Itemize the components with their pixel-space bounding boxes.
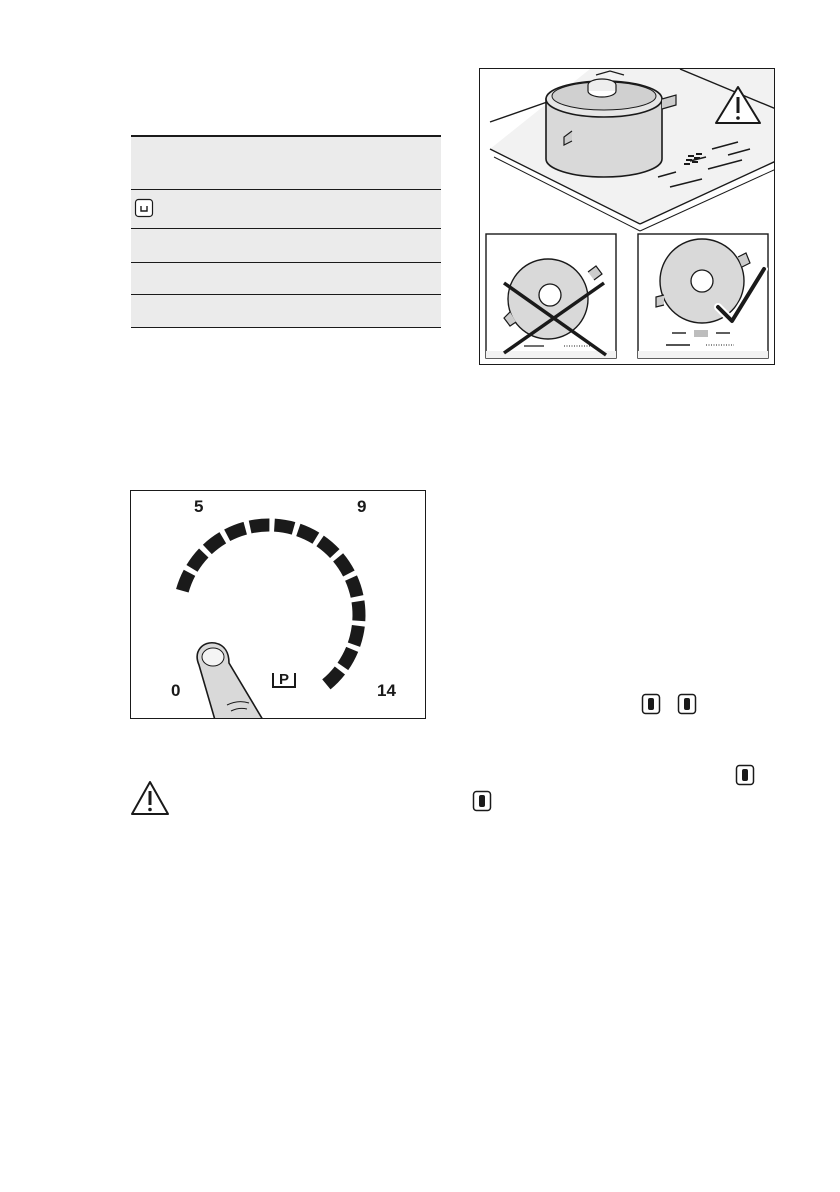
table-row [131, 189, 441, 228]
dial-segment [298, 530, 316, 538]
dial-label-14: 14 [377, 681, 396, 700]
touch-key-icon [472, 790, 492, 812]
dial-segment [274, 525, 293, 528]
dial-segment [351, 578, 357, 596]
status-table [131, 135, 441, 328]
warning-icon [130, 780, 170, 816]
power-boost-label: P [278, 671, 290, 688]
power-level-dial [130, 490, 426, 719]
touch-key-icon [735, 764, 755, 786]
table-row [131, 228, 441, 262]
dial-segment [354, 626, 358, 645]
touch-key-icon [677, 693, 697, 715]
correct-placement-panel [638, 234, 768, 358]
dial-segment [227, 528, 245, 535]
dial-label-9: 9 [357, 497, 367, 516]
pot-placement-figure [479, 68, 775, 365]
table-header-row [131, 135, 441, 189]
wrong-placement-panel [486, 234, 616, 358]
dial-segment [182, 573, 189, 591]
pot-detection-icon [134, 198, 154, 218]
touch-key-icon [641, 693, 661, 715]
table-row [131, 262, 441, 294]
dial-segment [207, 538, 222, 550]
dial-label-0: 0 [171, 681, 181, 700]
finger-icon [197, 643, 263, 719]
dial-label-5: 5 [194, 497, 204, 516]
dial-segment [343, 649, 352, 666]
dial-segment [326, 670, 340, 684]
dial-segment [192, 553, 204, 568]
dial-segment [320, 541, 335, 554]
dial-segment [358, 601, 359, 620]
dial-segment [338, 557, 349, 573]
table-row [131, 294, 441, 328]
dial-segment [250, 525, 269, 527]
power-boost-icon [273, 671, 295, 688]
